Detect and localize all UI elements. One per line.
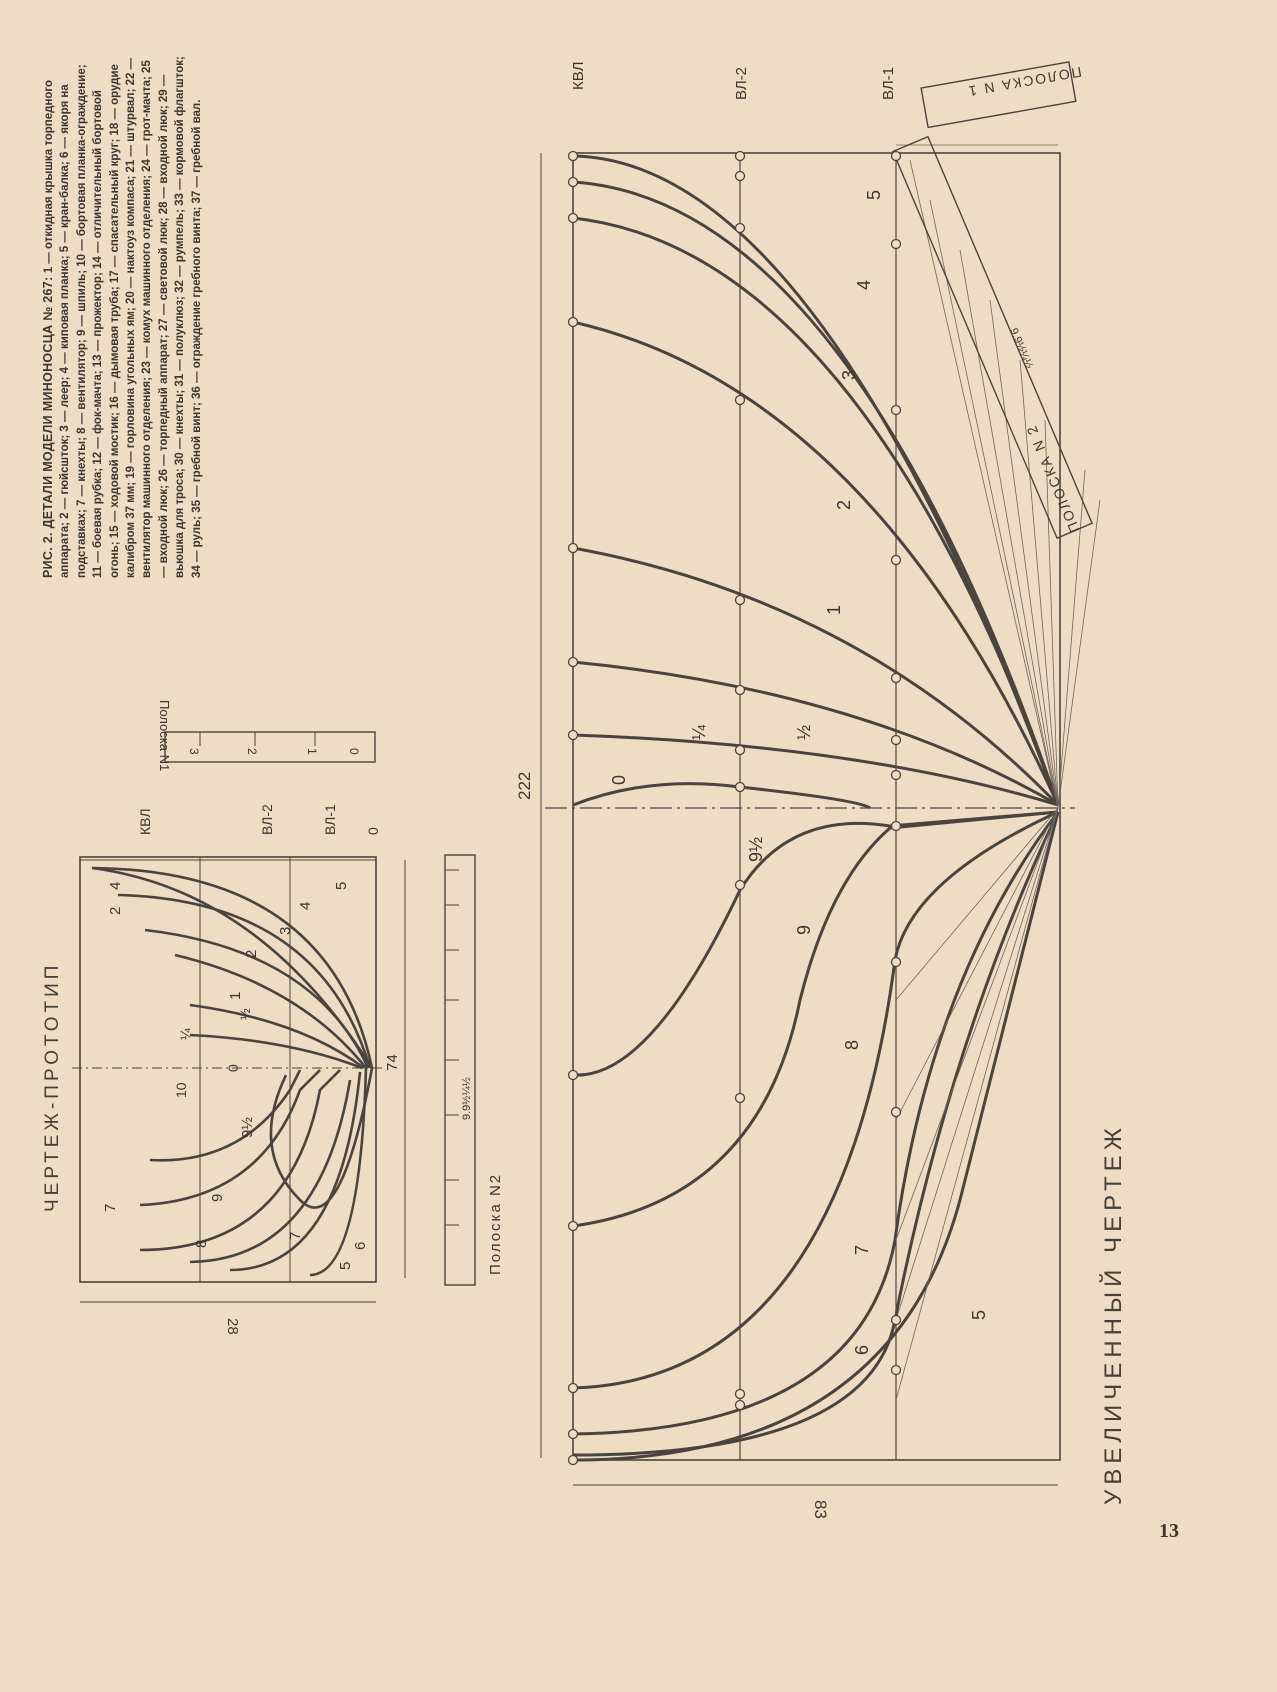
prototype-drawing-title: ЧЕРТЕЖ-ПРОТОТИП — [42, 961, 63, 1212]
prototype-label-9half: 9½ — [239, 1117, 256, 1138]
prototype-wl-kvl: КВЛ — [137, 808, 153, 835]
prototype-strip1-label: Полоска N1 — [157, 700, 172, 772]
caption-body: 1 — откидная крышка торпедного аппарата; 2 — гюйсшток; 3 — леер; 4 — киповая планка; 5 — кран-балка; 6 — якоря на подставках; 7 — кнехты; 8 — вентилятор; 9 — шпиль; 10 — бортовая планка-ограждение; 11 — боевая рубка; 12 — фок-мачта; 13 — прожектор; 14 — отличительный бортовой огонь; 15 — ходовой мостик; 16 — дымовая труба; 17 — спасательный круг; 18 — орудие калибром 37 мм; 19 — горловина угольных ям; 20 — нактоуз компаса; 21 — штурвал; 22 — вентилятор машинного отделения; 23 — комух машинного отделения; 24 — грот-мачта; 25 — входной люк; 26 — торпедный аппарат; 27 — световой люк; 28 — входной люк; 29 — вьюшка для троса; 30 — кнехты; 31 — полуклюз; 32 — румпель; 33 — кормовой флагшток; 34 — руль; 35 — гребной винт; 36 — ограждение гребного винта; 37 — гребной вал. — [43, 56, 203, 578]
enlarged-dim-width: 222 — [515, 771, 534, 800]
prototype-dim-width: 74 — [384, 1054, 401, 1071]
enlarged-label-4: 4 — [854, 279, 874, 290]
prototype-label-7: 7 — [102, 1203, 119, 1212]
caption-heading: РИС. 2. ДЕТАЛИ МОДЕЛИ МИНОНОСЦА № 267: — [41, 276, 55, 578]
enlarged-label-5: 5 — [864, 189, 884, 200]
prototype-label-6: 6 — [352, 1241, 369, 1250]
enlarged-label-3: 3 — [839, 369, 859, 380]
svg-labels — [102, 62, 1083, 1519]
prototype-label-0: 0 — [225, 1064, 241, 1072]
enlarged-label-1: 1 — [824, 604, 844, 615]
prototype-label-8: 8 — [193, 1239, 210, 1248]
enlarged-label-quarter: ¼ — [689, 724, 709, 740]
enlarged-strip-2 — [893, 137, 1092, 538]
strip1-tick-1: 1 — [305, 748, 319, 755]
enlarged-fore-sections — [573, 156, 1058, 808]
prototype-label-5b: 5 — [337, 1261, 354, 1270]
prototype-wl-1: ВЛ-1 — [322, 804, 338, 835]
prototype-label-2b: 2 — [243, 949, 260, 958]
enlarged-label-5b: 5 — [969, 1309, 989, 1320]
prototype-strip2-ticks: 9.9½¼½ — [461, 1077, 473, 1120]
enlarged-frame — [573, 153, 1060, 1460]
prototype-wl-0: 0 — [365, 827, 381, 835]
enlarged-label-2: 2 — [834, 499, 854, 510]
prototype-fore-sections — [92, 868, 372, 1068]
prototype-label-half: ½ — [237, 1008, 253, 1020]
prototype-label-9: 9 — [209, 1193, 226, 1202]
prototype-strip-2 — [445, 855, 475, 1285]
strip1-tick-3: 3 — [187, 748, 201, 755]
prototype-label-1: 1 — [227, 991, 244, 1000]
prototype-label-10: 10 — [173, 1082, 189, 1098]
prototype-label-3: 3 — [277, 926, 294, 935]
enlarged-label-9: 9 — [794, 924, 814, 935]
enlarged-aft-sections — [573, 812, 1058, 1460]
enlarged-label-7: 7 — [852, 1244, 872, 1255]
prototype-label-5: 5 — [333, 881, 350, 890]
prototype-strip-1 — [165, 732, 375, 762]
strip1-tick-0: 0 — [347, 748, 361, 755]
prototype-label-7b: 7 — [287, 1231, 304, 1240]
enlarged-wl-kvl: КВЛ — [570, 61, 587, 90]
enlarged-label-0: 0 — [609, 774, 629, 785]
enlarged-wl-1: ВЛ-1 — [880, 66, 897, 100]
prototype-label-4: 4 — [107, 881, 124, 890]
enlarged-label-6: 6 — [852, 1344, 872, 1355]
prototype-label-2: 2 — [107, 906, 124, 915]
prototype-strip2-label: Полоска N2 — [487, 1172, 504, 1275]
page-number: 13 — [1159, 1520, 1179, 1542]
enlarged-wl-2: ВЛ-2 — [733, 66, 750, 100]
enlarged-label-8: 8 — [842, 1039, 862, 1050]
enlarged-label-9half: 9½ — [746, 836, 766, 862]
prototype-label-quarter: ¼ — [177, 1028, 193, 1040]
enlarged-strip1-label: ПОЛОСКА N 1 — [965, 63, 1083, 100]
enlarged-strip2-label: ПОЛОСКА N 2 — [1022, 421, 1083, 536]
prototype-dim-height: 28 — [224, 1318, 241, 1335]
enlarged-label-half: ½ — [794, 724, 814, 740]
enlarged-drawing-title: УВЕЛИЧЕННЫЙ ЧЕРТЕЖ — [1100, 1123, 1127, 1505]
strip1-tick-2: 2 — [245, 748, 259, 755]
enlarged-strip2-ticks: 9.9½¼½ — [1007, 326, 1036, 371]
enlarged-drawing — [541, 62, 1100, 1485]
enlarged-dim-height: 83 — [811, 1500, 830, 1519]
prototype-label-4b: 4 — [297, 901, 314, 910]
prototype-wl-2: ВЛ-2 — [259, 804, 275, 835]
prototype-aft-sections — [140, 1068, 372, 1275]
